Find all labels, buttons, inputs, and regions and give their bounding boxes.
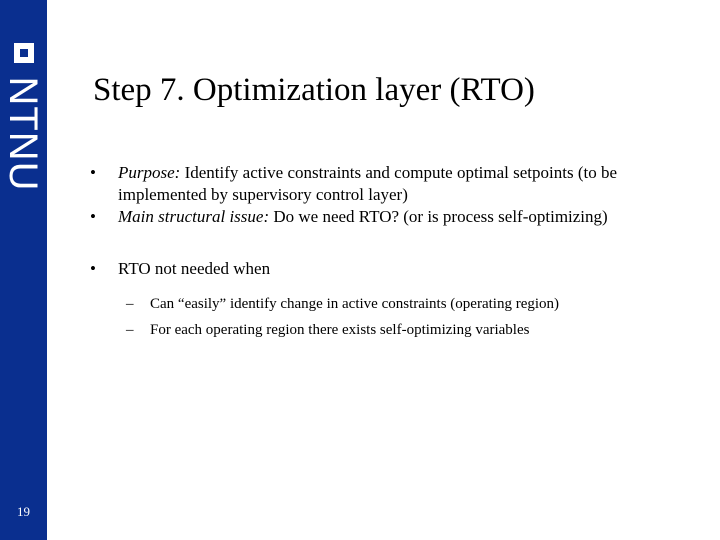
sub-bullet-active-constraints (90, 294, 690, 314)
bullet-italic-label: Main structural issue: (118, 207, 270, 226)
bullet-list (90, 162, 690, 340)
bullet-symbol: • (90, 207, 96, 226)
logo-text: NTNU (1, 76, 45, 192)
page-number: 19 (17, 504, 30, 519)
bullet-rto-not-needed (90, 258, 690, 280)
bullet-text: Do we need RTO? (or is process self-optimizing) (273, 207, 608, 226)
ntnu-sidebar (0, 0, 47, 540)
bullet-text: RTO not needed when (118, 259, 271, 278)
sub-bullet-symbol: – (126, 322, 134, 338)
sub-bullet-text: For each operating region there exists self-optimizing variables (150, 322, 530, 338)
bullet-symbol: • (90, 259, 96, 278)
bullet-text: Identify active constraints and compute optimal setpoints (to be implemented by supervisory control layer) (118, 163, 618, 204)
sub-bullet-symbol: – (126, 296, 134, 312)
ntnu-logo (0, 38, 47, 192)
logo-square-icon (14, 43, 34, 63)
bullet-italic-label: Purpose: (118, 163, 181, 182)
bullet-purpose (90, 162, 690, 206)
sub-bullet-text: Can “easily” identify change in active constraints (operating region) (150, 296, 560, 312)
sub-bullet-operating-region (90, 320, 690, 340)
slide-title: Step 7. Optimization layer (RTO) (93, 72, 535, 108)
bullet-structural-issue (90, 206, 690, 228)
bullet-symbol: • (90, 163, 96, 182)
